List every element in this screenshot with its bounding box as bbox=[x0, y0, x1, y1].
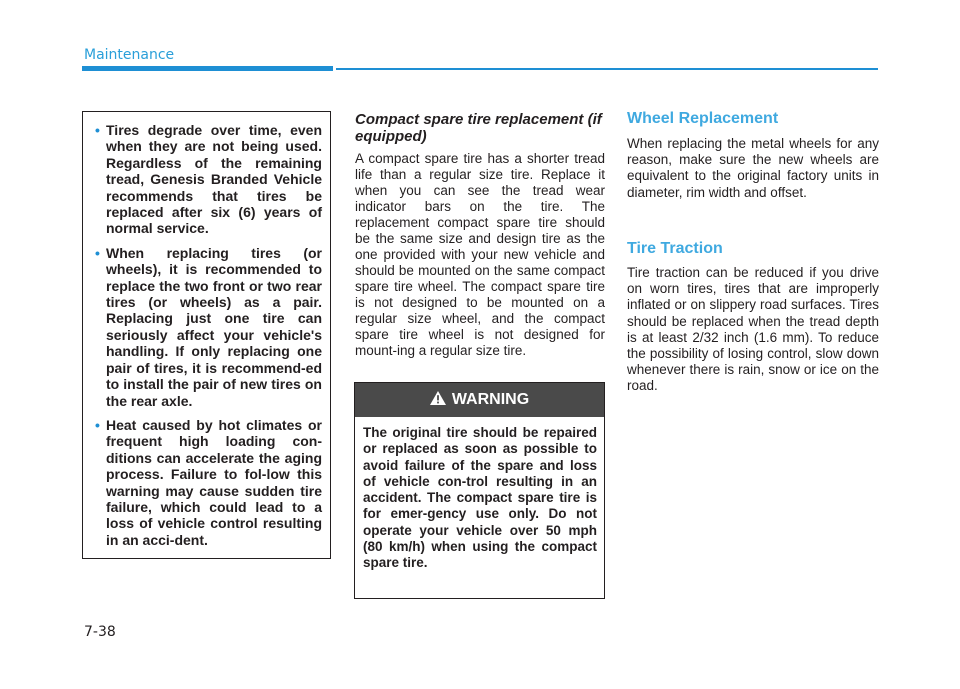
header-rule-thick bbox=[82, 66, 333, 71]
bullet-item bbox=[95, 417, 322, 548]
warning-header bbox=[355, 383, 604, 417]
page-number: 7-38 bbox=[84, 624, 116, 640]
wheel-replacement-heading: Wheel Replacement bbox=[627, 110, 779, 127]
bullet-text: Tires degrade over time, even when they are not being used. Regardless of the remaining tread, Genesis Branded Vehicle recommends that tires be replaced after six (6) years of normal service. bbox=[106, 122, 322, 237]
bullet-dot-icon: • bbox=[95, 244, 100, 261]
compact-spare-heading: Compact spare tire replacement (if equipped) bbox=[355, 111, 602, 145]
tire-traction-body: Tire traction can be reduced if you drive on worn tires, tires that are improperly inflated or on slippery road surfaces. Tires should be replaced when the tread depth is at least 2/32 inch (1.6 mm). To reduce the possibility of losing control, slow down whenever there is rain, snow or ice on the road. bbox=[627, 265, 879, 394]
caution-bullets-box bbox=[82, 111, 331, 559]
bullet-dot-icon: • bbox=[95, 122, 100, 138]
bullet-item bbox=[95, 122, 322, 237]
bullet-dot-icon: • bbox=[95, 416, 100, 433]
wheel-replacement-body: When replacing the metal wheels for any reason, make sure the new wheels are equivalent to the original factory units in diameter, rim width and offset. bbox=[627, 136, 879, 200]
bullet-text: Heat caused by hot climates or frequent high loading con-ditions can accelerate the aging process. Failure to fol-low this warning may cause sudden tire failure, which could lead to a loss of vehicle control resulting in an acci-dent. bbox=[106, 416, 322, 548]
section-title: Maintenance bbox=[84, 47, 175, 63]
bullet-text: When replacing tires (or wheels), it is recommended to replace the two front or two rear tires (or wheels) as a pair. Replacing just one tire can seriously affect your vehicle's handling. If only replacing one pair of tires, it is recommend-ed to install the pair of new tires on the rear axle. bbox=[106, 244, 322, 409]
tire-traction-heading: Tire Traction bbox=[627, 240, 723, 257]
header-rule-thin bbox=[336, 68, 878, 70]
warning-label: WARNING bbox=[451, 391, 530, 408]
compact-spare-body: A compact spare tire has a shorter tread life than a regular size tire. Replace it when you can see the tread wear indicator bars on the tire. The replacement compact spare tire should be the same size and design tire as the one provided with your new vehicle and should be mounted on the same compact spare tire wheel. The compact spare tire is not designed to be mounted on a regular size wheel, and the compact spare tire wheel is not designed for mount-ing a regular size tire. bbox=[355, 151, 605, 358]
warning-text: The original tire should be repaired or replaced as soon as possible to avoid failure of the spare and loss of vehicle con-trol resulting in an accident. The compact spare tire is for emer-gency use only. Do not operate your vehicle over 50 mph (80 km/h) when using the compact spare tire. bbox=[363, 425, 597, 571]
bullet-item bbox=[95, 245, 322, 409]
warning-triangle-icon bbox=[430, 391, 446, 410]
warning-box bbox=[354, 382, 605, 599]
